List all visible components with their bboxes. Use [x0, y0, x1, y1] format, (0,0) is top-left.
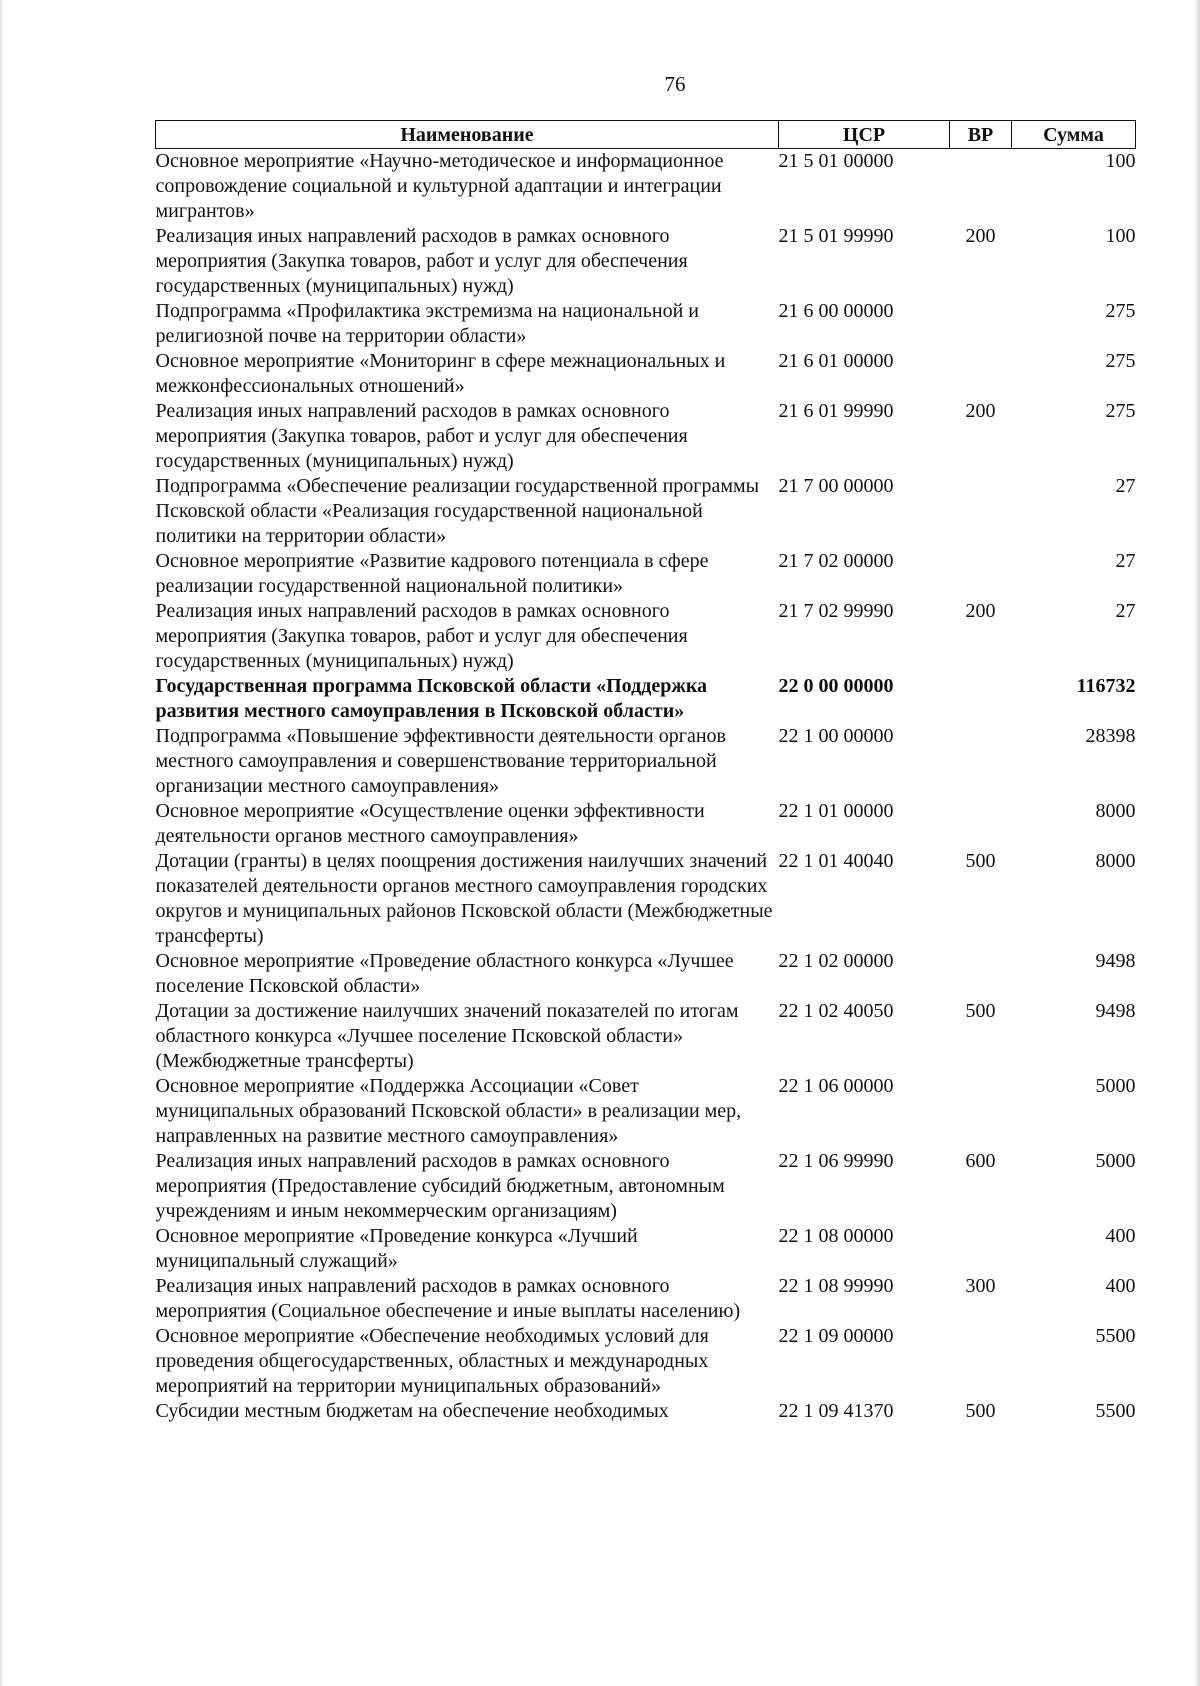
row-sum: 5000	[1095, 1075, 1136, 1097]
row-name: Основное мероприятие «Обеспечение необходимых условий для проведения общегосударственных, областных и международных мероприятий на территории муниципальных образований»	[155, 1325, 709, 1397]
row-name: Субсидии местным бюджетам на обеспечение необходимых	[155, 1400, 669, 1422]
row-name: Основное мероприятие «Научно-методическое и информационное сопровождение социальной и культурной адаптации и интеграции мигрантов»	[155, 150, 724, 222]
row-name: Основное мероприятие «Развитие кадрового потенциала в сфере реализации государственной национальной политики»	[155, 550, 709, 597]
row-vr	[950, 1224, 1012, 1274]
table-body	[156, 149, 1136, 1425]
table-row	[156, 1149, 1136, 1224]
row-name: Реализация иных направлений расходов в рамках основного мероприятия (Закупка товаров, работ и услуг для обеспечения государственных (муниципальных) нужд)	[155, 400, 688, 472]
table-row	[156, 399, 1136, 474]
row-sum: 9498	[1095, 950, 1136, 972]
header-sum: Сумма	[1012, 121, 1136, 149]
table-row	[156, 474, 1136, 549]
table-row	[156, 549, 1136, 599]
row-sum: 5500	[1095, 1325, 1136, 1347]
row-csr: 22 1 09 00000	[778, 1325, 894, 1347]
table-row	[156, 349, 1136, 399]
header-name: Наименование	[156, 121, 779, 149]
row-csr: 21 6 01 99990	[778, 400, 894, 422]
row-csr: 22 1 06 00000	[778, 1075, 894, 1097]
row-name: Дотации (гранты) в целях поощрения достижения наилучших значений показателей деятельности органов местного самоуправления городских округов и муниципальных районов Псковской области (Межбюджетные трансферты)	[155, 850, 773, 947]
row-vr	[950, 549, 1012, 599]
row-csr: 22 1 06 99990	[778, 1150, 894, 1172]
table-row	[156, 999, 1136, 1074]
table-row	[156, 1224, 1136, 1274]
row-name: Основное мероприятие «Поддержка Ассоциации «Совет муниципальных образований Псковской области» в реализации мер, направленных на развитие местного самоуправления»	[155, 1075, 742, 1147]
row-vr	[950, 299, 1012, 349]
row-csr: 22 1 00 00000	[778, 725, 894, 747]
row-sum: 400	[1105, 1225, 1136, 1247]
table-row	[156, 599, 1136, 674]
row-csr: 22 1 02 40050	[778, 1000, 894, 1022]
row-name: Реализация иных направлений расходов в рамках основного мероприятия (Предоставление субсидий бюджетным, автономным учреждениям и иным некоммерческим организациям)	[155, 1150, 725, 1222]
table-row	[156, 799, 1136, 849]
scan-edge-right	[1194, 0, 1200, 1686]
row-vr: 600	[965, 1150, 996, 1172]
row-name: Подпрограмма «Профилактика экстремизма на национальной и религиозной почве на территории области»	[155, 300, 699, 347]
row-csr: 21 6 00 00000	[778, 300, 894, 322]
row-sum: 28398	[1085, 725, 1136, 747]
table-row	[156, 1399, 1136, 1424]
row-sum: 27	[1115, 550, 1136, 572]
row-sum: 275	[1105, 350, 1136, 372]
table-row	[156, 1074, 1136, 1149]
row-csr: 21 5 01 99990	[778, 225, 894, 247]
row-vr	[950, 1074, 1012, 1149]
row-sum: 27	[1115, 600, 1136, 622]
row-sum: 8000	[1095, 800, 1136, 822]
row-vr	[950, 949, 1012, 999]
table-row	[156, 149, 1136, 225]
row-vr: 300	[965, 1275, 996, 1297]
row-csr: 22 1 08 00000	[778, 1225, 894, 1247]
table-row	[156, 1274, 1136, 1324]
table-row	[156, 224, 1136, 299]
header-vr: ВР	[950, 121, 1012, 149]
row-csr: 22 1 01 40040	[778, 850, 894, 872]
table-row	[156, 299, 1136, 349]
row-csr: 22 1 02 00000	[778, 950, 894, 972]
page-number: 76	[664, 72, 686, 96]
row-vr	[950, 799, 1012, 849]
row-vr	[950, 1324, 1012, 1399]
row-name: Подпрограмма «Повышение эффективности деятельности органов местного самоуправления и совершенствование территориальной организации местного самоуправления»	[155, 725, 726, 797]
row-sum: 400	[1105, 1275, 1136, 1297]
table-row	[156, 1324, 1136, 1399]
row-csr: 22 1 08 99990	[778, 1275, 894, 1297]
row-csr: 22 1 09 41370	[778, 1400, 894, 1422]
row-vr: 200	[965, 400, 996, 422]
row-name: Реализация иных направлений расходов в рамках основного мероприятия (Закупка товаров, работ и услуг для обеспечения государственных (муниципальных) нужд)	[155, 225, 688, 297]
budget-table	[155, 120, 1136, 1424]
row-csr: 21 5 01 00000	[778, 150, 894, 172]
row-sum: 5000	[1095, 1150, 1136, 1172]
table-row-program	[156, 674, 1136, 724]
row-vr	[950, 349, 1012, 399]
row-csr: 22 0 00 00000	[778, 675, 894, 697]
row-sum: 8000	[1095, 850, 1136, 872]
row-sum: 116732	[1076, 675, 1136, 697]
row-vr: 200	[965, 225, 996, 247]
row-name: Основное мероприятие «Осуществление оценки эффективности деятельности органов местного самоуправления»	[155, 800, 705, 847]
row-sum: 275	[1105, 300, 1136, 322]
row-csr: 21 6 01 00000	[778, 350, 894, 372]
header-csr: ЦСР	[779, 121, 950, 149]
row-name: Основное мероприятие «Проведение конкурса «Лучший муниципальный служащий»	[155, 1225, 638, 1272]
row-name: Основное мероприятие «Проведение областного конкурса «Лучшее поселение Псковской области»	[155, 950, 734, 997]
row-name: Реализация иных направлений расходов в рамках основного мероприятия (Закупка товаров, работ и услуг для обеспечения государственных (муниципальных) нужд)	[155, 600, 688, 672]
row-sum: 100	[1105, 150, 1136, 172]
row-sum: 9498	[1095, 1000, 1136, 1022]
row-csr: 22 1 01 00000	[778, 800, 894, 822]
row-name: Основное мероприятие «Мониторинг в сфере межнациональных и межконфессиональных отношений»	[155, 350, 726, 397]
row-sum: 100	[1105, 225, 1136, 247]
row-csr: 21 7 02 99990	[778, 600, 894, 622]
table-row	[156, 949, 1136, 999]
table-row	[156, 724, 1136, 799]
row-csr: 21 7 02 00000	[778, 550, 894, 572]
row-vr: 200	[965, 600, 996, 622]
row-name: Дотации за достижение наилучших значений показателей по итогам областного конкурса «Лучшее поселение Псковской области» (Межбюджетные трансферты)	[155, 1000, 739, 1072]
row-vr: 500	[965, 850, 996, 872]
row-vr	[950, 474, 1012, 549]
row-name: Государственная программа Псковской области «Поддержка развития местного самоуправления в Псковской области»	[155, 675, 708, 722]
scan-edge-left	[0, 0, 4, 1686]
row-name: Реализация иных направлений расходов в рамках основного мероприятия (Социальное обеспечение и иные выплаты населению)	[155, 1275, 741, 1322]
row-vr	[950, 149, 1012, 225]
row-vr	[950, 724, 1012, 799]
table-row	[156, 849, 1136, 949]
row-vr	[950, 674, 1012, 724]
row-sum: 27	[1115, 475, 1136, 497]
table-header-row	[156, 121, 1136, 149]
row-sum: 275	[1105, 400, 1136, 422]
row-name: Подпрограмма «Обеспечение реализации государственной программы Псковской области «Реализация государственной национальной политики на территории области»	[155, 475, 760, 547]
row-csr: 21 7 00 00000	[778, 475, 894, 497]
row-vr: 500	[965, 1000, 996, 1022]
row-vr: 500	[965, 1400, 996, 1422]
row-sum: 5500	[1095, 1400, 1136, 1422]
